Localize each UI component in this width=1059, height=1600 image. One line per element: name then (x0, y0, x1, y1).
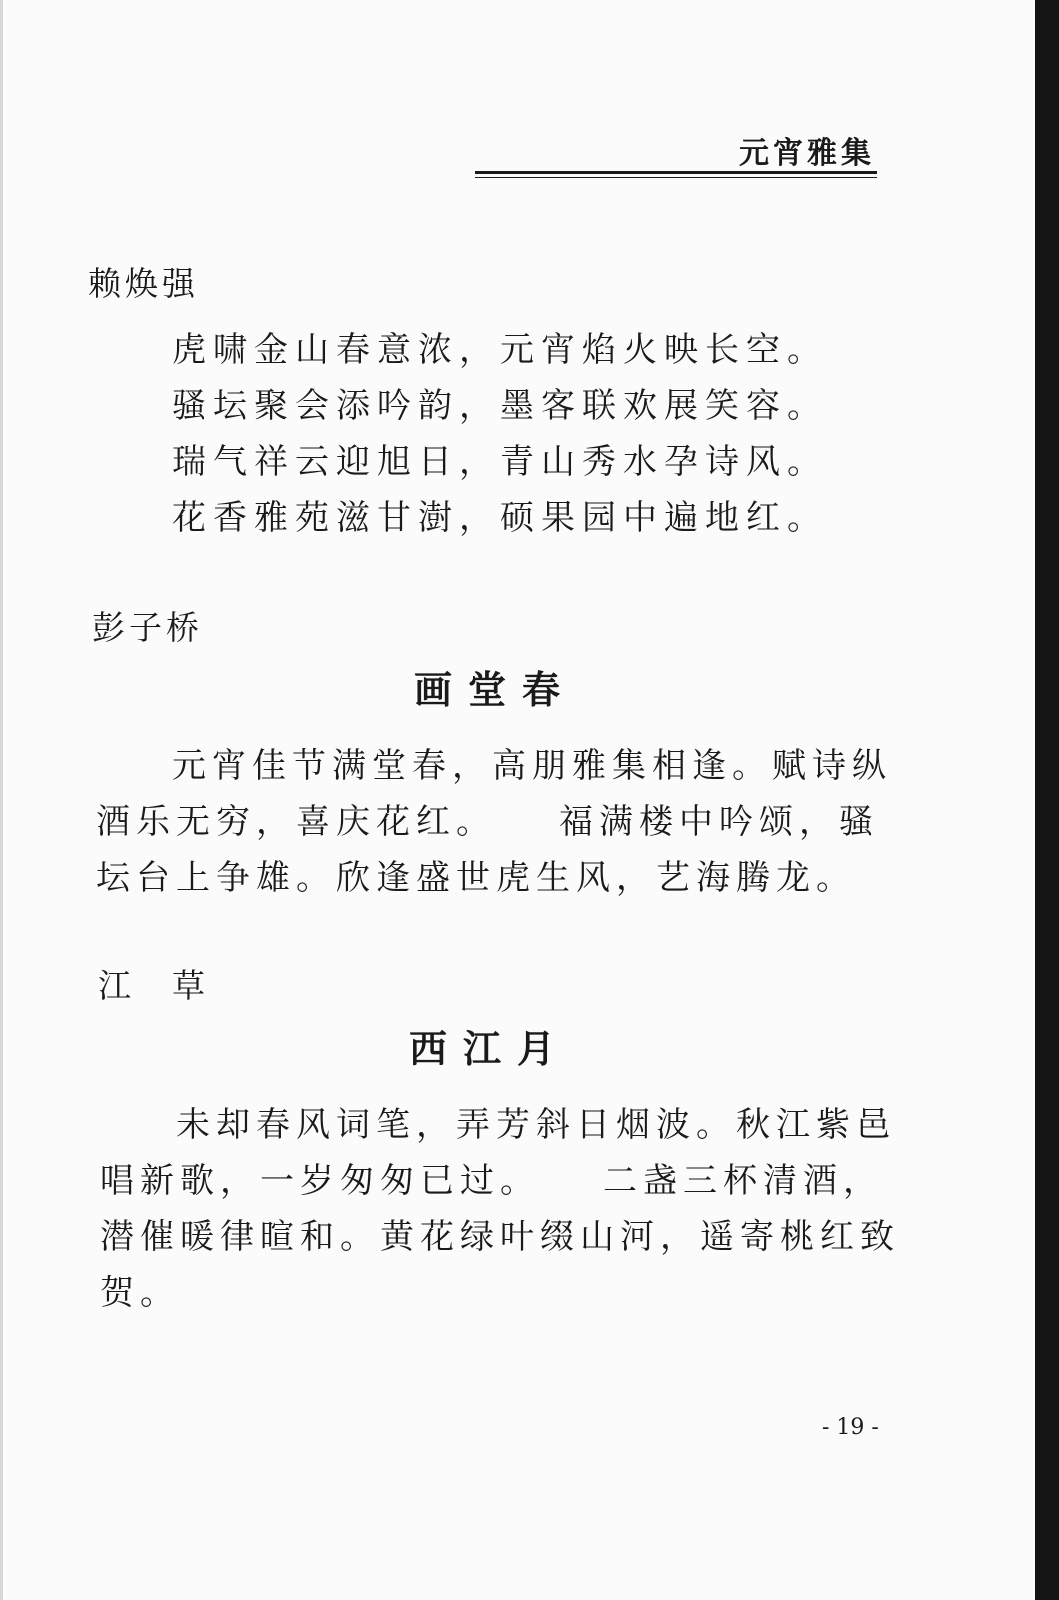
author-name: 彭子桥 (92, 608, 203, 647)
page-right-edge (1035, 0, 1059, 1600)
prose-line: 坛台上争雄。欣逢盛世虎生风，艺海腾龙。 (96, 858, 856, 898)
prose-line: 未却春风词笔，弄芳斜日烟波。秋江紫邑 (176, 1105, 896, 1145)
poem-title: 画堂春 (413, 667, 576, 712)
header-rule (475, 171, 877, 178)
prose-line: 贺。 (100, 1273, 180, 1313)
poem-title: 西江月 (408, 1026, 571, 1071)
author-name: 江 草 (98, 966, 209, 1005)
poem-line: 瑞气祥云迎旭日，青山秀水孕诗风。 (172, 442, 828, 482)
running-header-title: 元宵雅集 (739, 136, 875, 171)
page-number: - 19 - (822, 1415, 879, 1440)
poem-line: 花香雅苑滋甘澍，硕果园中遍地红。 (172, 498, 828, 538)
poem-line: 骚坛聚会添吟韵，墨客联欢展笑容。 (172, 386, 828, 426)
page-left-edge (0, 0, 3, 1600)
prose-line: 唱新歌，一岁匆匆已过。 二盏三杯清酒， (100, 1161, 883, 1201)
poem-line: 虎啸金山春意浓，元宵焰火映长空。 (172, 330, 828, 370)
prose-line: 潜催暖律暄和。黄花绿叶缀山河，遥寄桃红致 (100, 1217, 900, 1257)
prose-line: 酒乐无穷，喜庆花红。 福满楼中吟颂，骚 (96, 802, 879, 842)
prose-line: 元宵佳节满堂春，高朋雅集相逢。赋诗纵 (172, 746, 892, 786)
author-name: 赖焕强 (88, 264, 199, 303)
